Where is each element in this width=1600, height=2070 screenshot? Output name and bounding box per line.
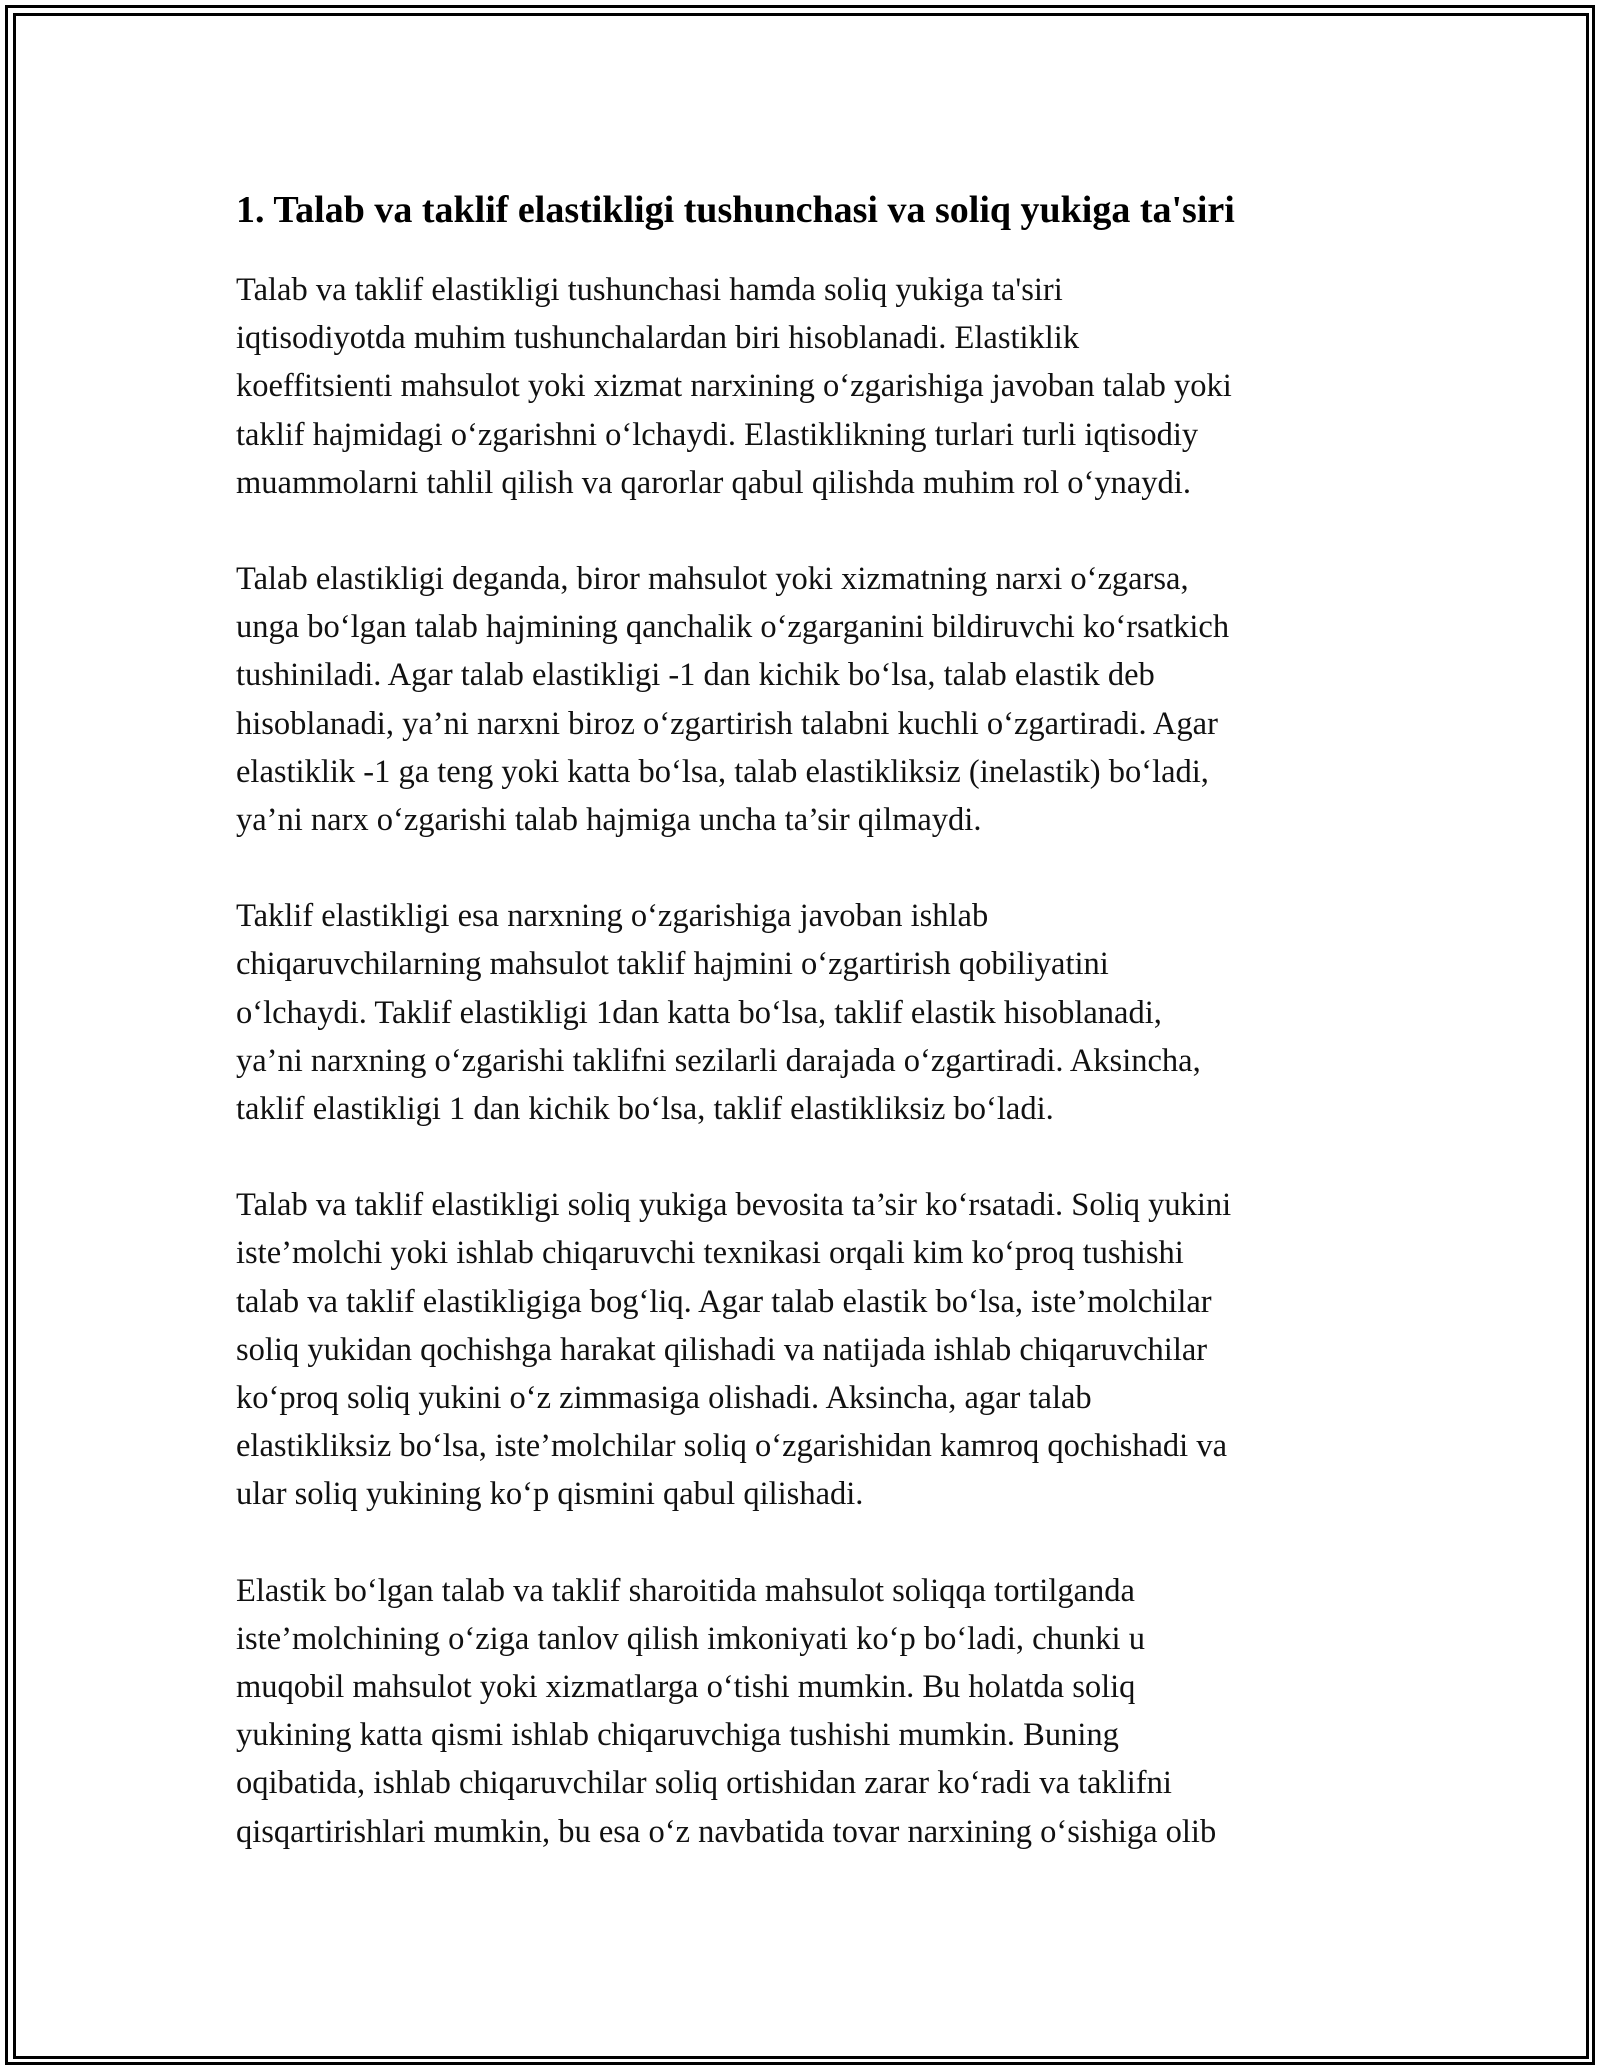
section-heading: 1. Talab va taklif elastikligi tushunchasi va soliq yukiga ta'siri bbox=[236, 189, 1235, 231]
paragraph-line: ya’ni narx o‘zgarishi talab hajmiga uncha ta’sir qilmaydi. bbox=[236, 802, 982, 839]
paragraph-line: iqtisodiyotda muhim tushunchalardan biri hisoblanadi. Elastiklik bbox=[236, 320, 1080, 357]
paragraph-line: hisoblanadi, ya’ni narxni biroz o‘zgartirish talabni kuchli o‘zgartiradi. Agar bbox=[236, 705, 1218, 742]
paragraph-4 bbox=[236, 1181, 1366, 1518]
paragraph-line: muqobil mahsulot yoki xizmatlarga o‘tishi mumkin. Bu holatda soliq bbox=[236, 1669, 1136, 1706]
paragraph-line: Taklif elastikligi esa narxning o‘zgarishiga javoban ishlab bbox=[236, 898, 989, 935]
document-body bbox=[236, 186, 1366, 1904]
paragraph-3 bbox=[236, 892, 1366, 1133]
paragraph-line: iste’molchining o‘ziga tanlov qilish imkoniyati ko‘p bo‘ladi, chunki u bbox=[236, 1620, 1145, 1657]
paragraph-line: o‘lchaydi. Taklif elastikligi 1dan katta bo‘lsa, taklif elastik hisoblanadi, bbox=[236, 994, 1162, 1031]
paragraph-line: ular soliq yukining ko‘p qismini qabul qilishadi. bbox=[236, 1476, 864, 1513]
paragraph-line: talab va taklif elastikligiga bog‘liq. Agar talab elastik bo‘lsa, iste’molchilar bbox=[236, 1283, 1212, 1320]
paragraph-line: unga bo‘lgan talab hajmining qanchalik o‘zgarganini bildiruvchi ko‘rsatkich bbox=[236, 609, 1230, 646]
paragraph-line: Elastik bo‘lgan talab va taklif sharoitida mahsulot soliqqa tortilganda bbox=[236, 1572, 1135, 1609]
paragraph-line: elastikliksiz bo‘lsa, iste’molchilar soliq o‘zgarishidan kamroq qochishadi va bbox=[236, 1428, 1228, 1465]
paragraph-line: oqibatida, ishlab chiqaruvchilar soliq ortishidan zarar ko‘radi va taklifni bbox=[236, 1765, 1172, 1802]
paragraph-line: taklif hajmidagi o‘zgarishni o‘lchaydi. Elastiklikning turlari turli iqtisodiy bbox=[236, 416, 1199, 453]
paragraphs-container bbox=[236, 266, 1366, 1856]
paragraph-5 bbox=[236, 1567, 1366, 1856]
paragraph-line: iste’molchi yoki ishlab chiqaruvchi texnikasi orqali kim ko‘proq tushishi bbox=[236, 1235, 1184, 1272]
paragraph-line: elastiklik -1 ga teng yoki katta bo‘lsa, talab elastikliksiz (inelastik) bo‘ladi, bbox=[236, 753, 1209, 790]
paragraph-line: tushiniladi. Agar talab elastikligi -1 dan kichik bo‘lsa, talab elastik deb bbox=[236, 657, 1155, 694]
paragraph-line: qisqartirishlari mumkin, bu esa o‘z navbatida tovar narxining o‘sishiga olib bbox=[236, 1813, 1217, 1850]
paragraph-line: ya’ni narxning o‘zgarishi taklifni sezilarli darajada o‘zgartiradi. Aksincha, bbox=[236, 1042, 1201, 1079]
paragraph-line: yukining katta qismi ishlab chiqaruvchiga tushishi mumkin. Buning bbox=[236, 1717, 1119, 1754]
paragraph-line: taklif elastikligi 1 dan kichik bo‘lsa, taklif elastikliksiz bo‘ladi. bbox=[236, 1091, 1054, 1128]
paragraph-line: ko‘proq soliq yukini o‘z zimmasiga olishadi. Aksincha, agar talab bbox=[236, 1380, 1092, 1417]
paragraph-1 bbox=[236, 266, 1366, 507]
paragraph-line: Talab va taklif elastikligi soliq yukiga bevosita ta’sir ko‘rsatadi. Soliq yukini bbox=[236, 1187, 1232, 1224]
paragraph-2 bbox=[236, 555, 1366, 844]
paragraph-line: chiqaruvchilarning mahsulot taklif hajmini o‘zgartirish qobiliyatini bbox=[236, 946, 1109, 983]
paragraph-line: muammolarni tahlil qilish va qarorlar qabul qilishda muhim rol o‘ynaydi. bbox=[236, 464, 1191, 501]
paragraph-line: soliq yukidan qochishga harakat qilishadi va natijada ishlab chiqaruvchilar bbox=[236, 1331, 1208, 1368]
paragraph-line: Talab elastikligi deganda, biror mahsulot yoki xizmatning narxi o‘zgarsa, bbox=[236, 561, 1189, 598]
paragraph-line: koeffitsienti mahsulot yoki xizmat narxining o‘zgarishiga javoban talab yoki bbox=[236, 368, 1232, 405]
paragraph-line: Talab va taklif elastikligi tushunchasi hamda soliq yukiga ta'siri bbox=[236, 272, 1063, 308]
